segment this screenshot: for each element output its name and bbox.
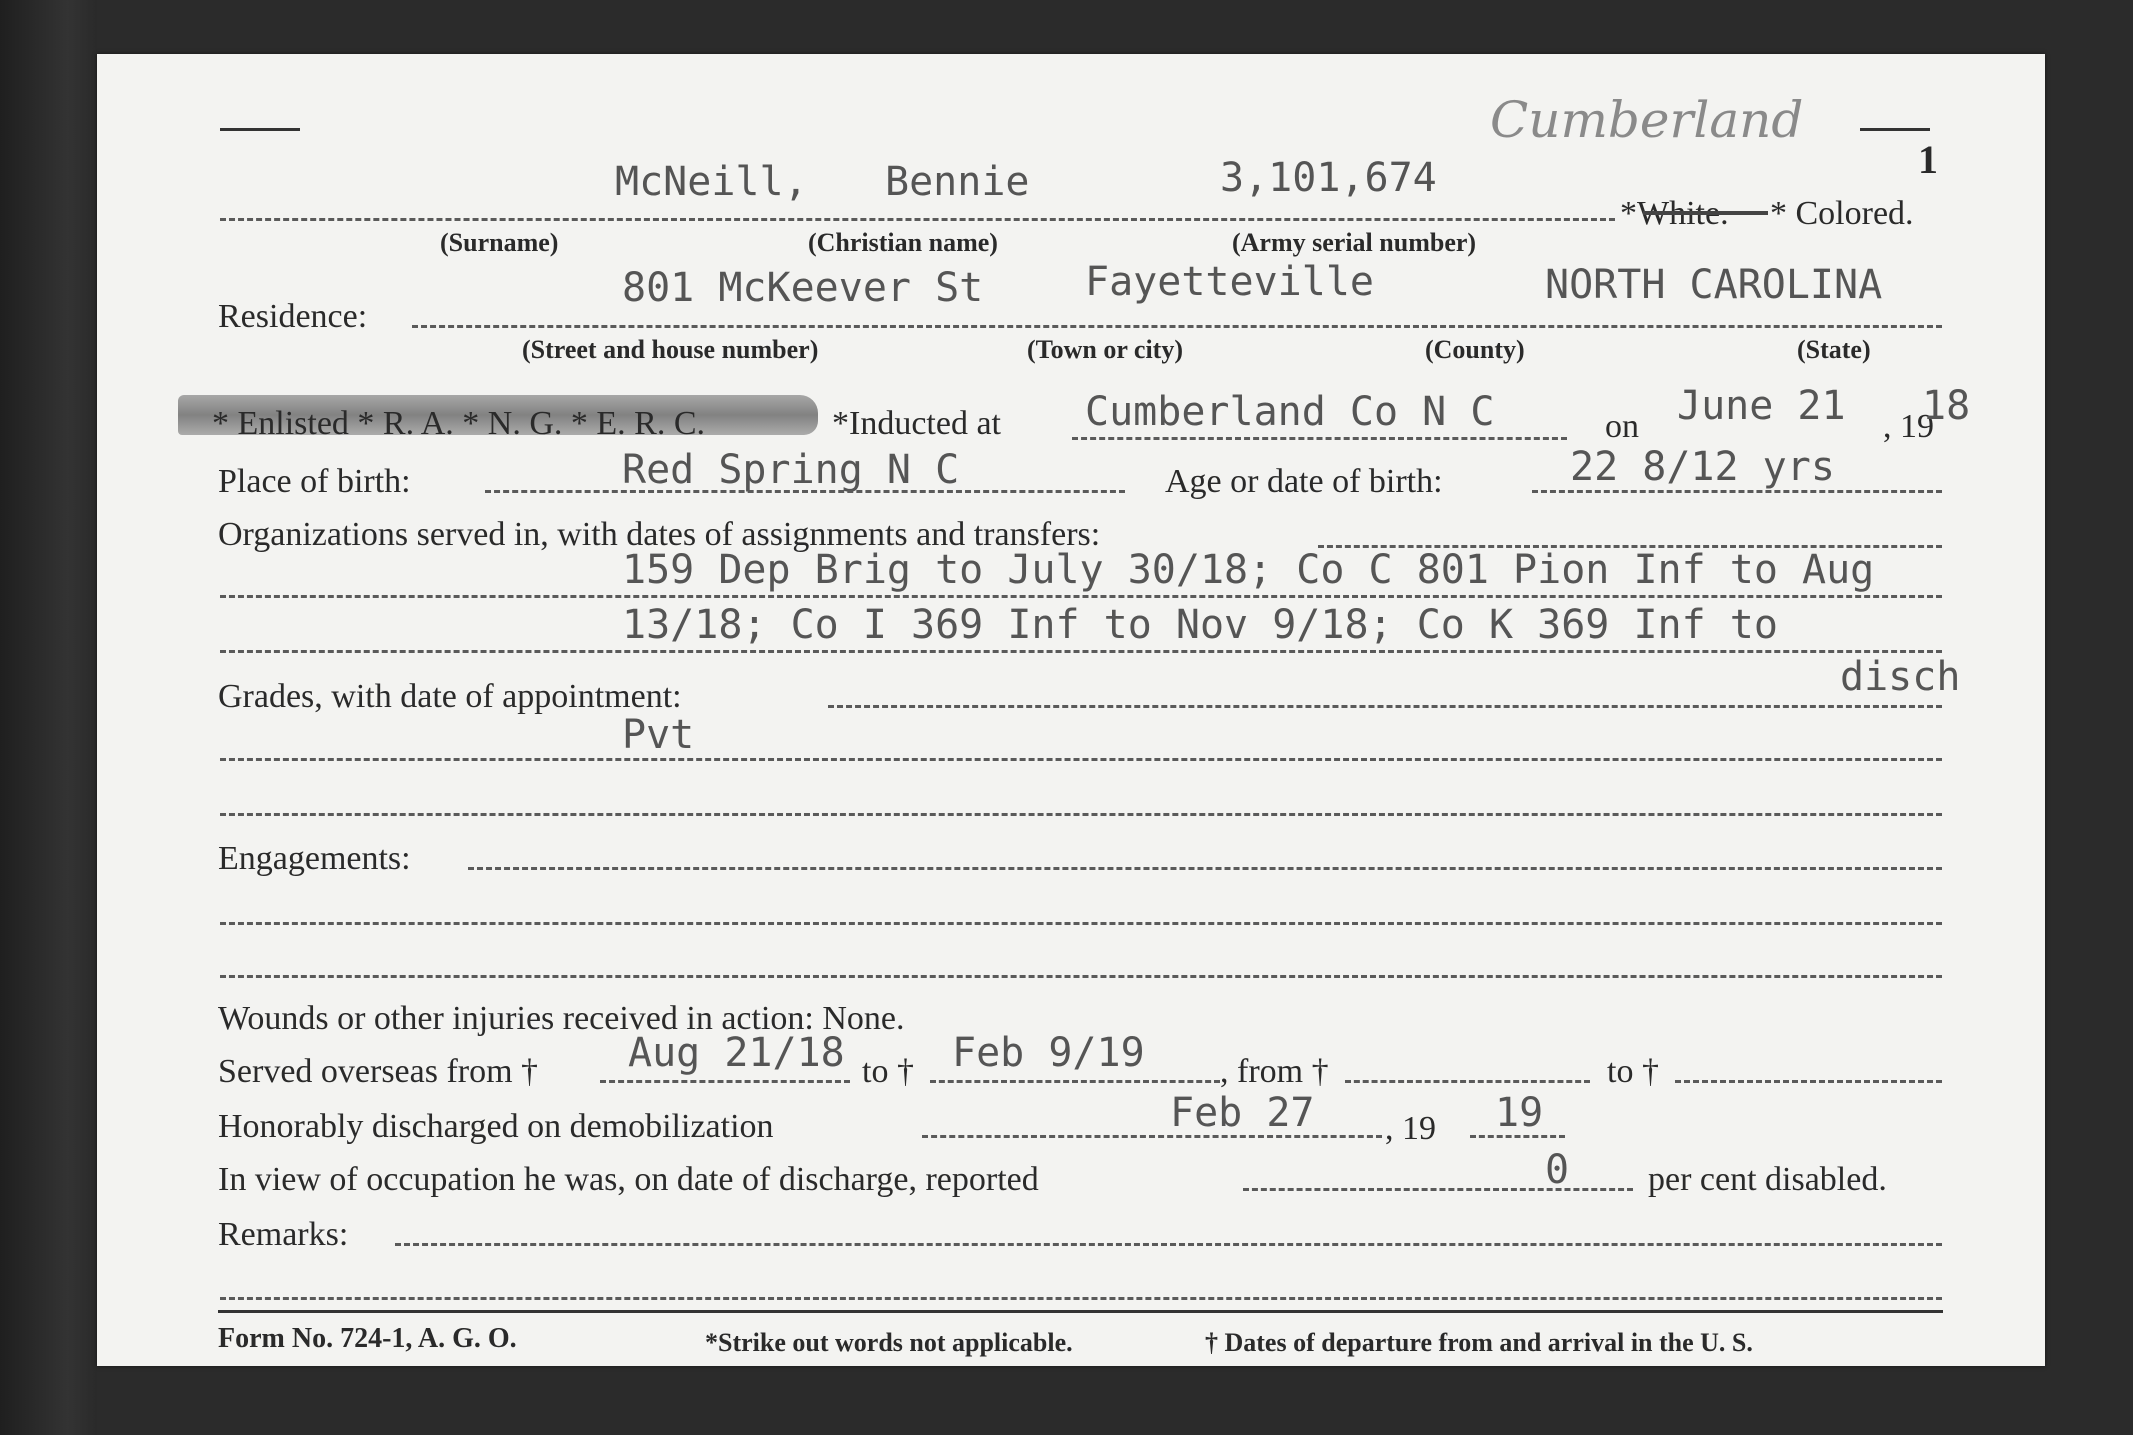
race-white: *White. — [1620, 195, 1729, 232]
serial-number-value: 3,101,674 — [1220, 155, 1437, 201]
discharge-year-prefix: , 19 — [1385, 1110, 1436, 1147]
card-number: 1 — [1918, 137, 1938, 182]
organizations-line-2 — [220, 650, 1942, 653]
residence-label: Residence: — [218, 298, 368, 335]
top-left-rule — [220, 128, 300, 131]
race-colored: * Colored. — [1770, 195, 1914, 232]
discharged-label: Honorably discharged on demobilization — [218, 1108, 774, 1145]
inducted-year-prefix: , 19 — [1883, 408, 1934, 445]
place-of-birth-value: Red Spring N C — [622, 447, 960, 493]
organizations-line-1 — [220, 595, 1942, 598]
age-line — [1532, 490, 1942, 493]
overseas-to-value: Feb 9/19 — [952, 1030, 1145, 1076]
organizations-label: Organizations served in, with dates of assignments and transfers: — [218, 516, 1101, 553]
surname-value: McNeill, — [615, 159, 808, 205]
overseas-from-line — [600, 1080, 850, 1083]
organization-line-1: 159 Dep Brig to July 30/18; Co C 801 Pion Inf to Aug — [622, 547, 1875, 593]
overseas-to-label: to † — [862, 1053, 914, 1090]
remarks-line-1 — [220, 1297, 1942, 1300]
engagements-line-2 — [220, 975, 1942, 978]
overseas-to-line — [930, 1080, 1220, 1083]
organization-line-2: 13/18; Co I 369 Inf to Nov 9/18; Co K 369 Inf to — [622, 602, 1778, 648]
grade-value: Pvt — [622, 712, 695, 758]
christian-name-label: (Christian name) — [808, 228, 998, 257]
wounds-label: Wounds or other injuries received in action: None. — [218, 1000, 905, 1037]
grades-line-1 — [220, 758, 1942, 761]
percent-line — [1243, 1188, 1633, 1191]
grades-line-2 — [220, 813, 1942, 816]
name-line — [220, 218, 1615, 221]
serial-number-label: (Army serial number) — [1232, 228, 1477, 257]
town-value: Fayetteville — [1085, 259, 1374, 305]
white-strikeout — [1643, 211, 1768, 215]
footnote-strike-out: *Strike out words not applicable. — [705, 1328, 1073, 1357]
inducted-at-value: Cumberland Co N C — [1085, 389, 1495, 435]
occupation-label: In view of occupation he was, on date of discharge, reported — [218, 1161, 1039, 1198]
grades-label: Grades, with date of appointment: — [218, 678, 682, 715]
engagements-label: Engagements: — [218, 840, 411, 877]
christian-name-value: Bennie — [885, 159, 1030, 205]
county-handwritten-note: Cumberland — [1490, 91, 1804, 149]
grades-line-0 — [828, 705, 1942, 708]
state-label: (State) — [1797, 335, 1871, 364]
footnote-dates: † Dates of departure from and arrival in the U. S. — [1205, 1328, 1753, 1357]
discharge-date-line — [922, 1135, 1382, 1138]
form-number: Form No. 724-1, A. G. O. — [218, 1323, 517, 1354]
age-value: 22 8/12 yrs — [1570, 444, 1835, 490]
to-label-second: to † — [1607, 1053, 1659, 1090]
inducted-at-line — [1072, 437, 1567, 440]
inducted-date-value: June 21 — [1677, 383, 1846, 429]
discharge-date-value: Feb 27 — [1170, 1090, 1315, 1136]
served-overseas-label: Served overseas from † — [218, 1053, 539, 1090]
county-label: (County) — [1425, 335, 1525, 364]
street-label: (Street and house number) — [522, 335, 819, 364]
top-right-rule — [1860, 128, 1930, 131]
residence-line — [412, 325, 1942, 328]
enlistment-type-label: * Enlisted * R. A. * N. G. * E. R. C. — [212, 405, 706, 442]
from-line — [1345, 1080, 1590, 1083]
discharge-year-line — [1470, 1135, 1565, 1138]
surname-label: (Surname) — [440, 228, 559, 257]
scan-background-edge — [0, 0, 97, 1435]
age-label: Age or date of birth: — [1165, 463, 1443, 500]
to-line-second — [1675, 1080, 1942, 1083]
per-cent-label: per cent disabled. — [1648, 1161, 1887, 1198]
engagements-line-1 — [220, 922, 1942, 925]
percent-disabled-value: 0 — [1545, 1147, 1570, 1193]
engagements-line-0 — [468, 867, 1942, 870]
on-label: on — [1605, 408, 1639, 445]
discharge-year-value: 19 — [1495, 1090, 1544, 1136]
inducted-at-label: *Inducted at — [832, 405, 1001, 442]
town-label: (Town or city) — [1027, 335, 1183, 364]
street-value: 801 McKeever St — [622, 265, 984, 311]
organization-line-3: disch — [1840, 654, 1961, 700]
from-label: , from † — [1220, 1053, 1329, 1090]
remarks-line-0 — [395, 1243, 1942, 1246]
place-of-birth-line — [485, 490, 1125, 493]
remarks-label: Remarks: — [218, 1216, 349, 1253]
state-value: NORTH CAROLINA — [1545, 262, 1883, 308]
inducted-year-value: 18 — [1922, 383, 1971, 429]
place-of-birth-label: Place of birth: — [218, 463, 411, 500]
footer-rule — [218, 1310, 1943, 1313]
overseas-from-value: Aug 21/18 — [628, 1030, 845, 1076]
